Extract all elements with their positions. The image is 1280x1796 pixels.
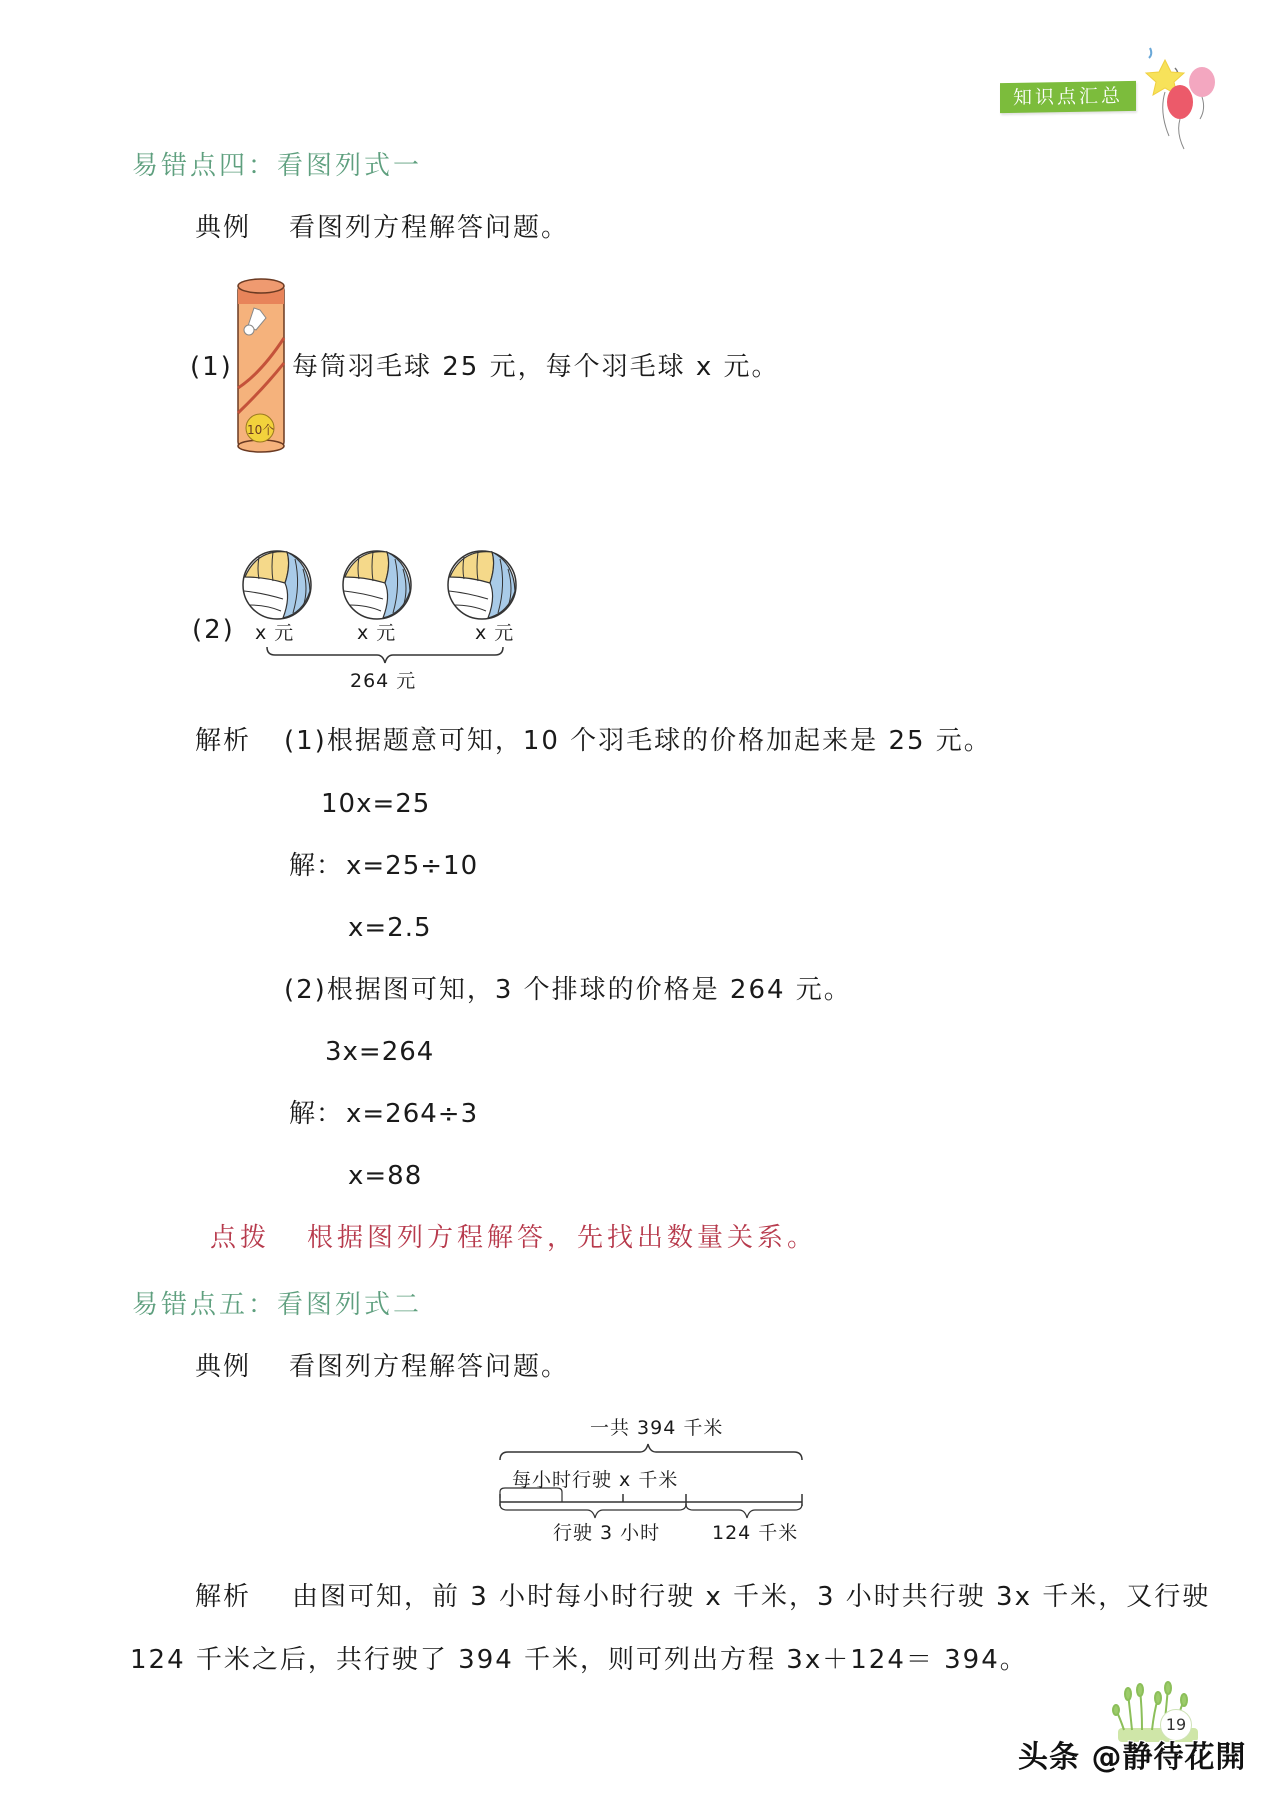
ball-price-label: x 元 xyxy=(475,622,515,644)
equation: x=25÷10 xyxy=(346,851,479,881)
problem-text: 每筒羽毛球 25 元，每个羽毛球 x 元。 xyxy=(292,352,780,382)
hours-label: 行驶 3 小时 xyxy=(553,1522,661,1544)
analysis-text: 由图可知，前 3 小时每小时行驶 x 千米，3 小时共行驶 3x 千米，又行驶 xyxy=(292,1582,1211,1612)
remaining-distance-label: 124 千米 xyxy=(712,1522,799,1544)
solve-label: 解： xyxy=(289,1099,344,1129)
equation: x=88 xyxy=(348,1161,423,1191)
analysis-label: 解析 xyxy=(195,1582,252,1612)
problem-number: (2) xyxy=(192,615,235,645)
balloons-icon xyxy=(1140,40,1250,150)
analysis-text: 124 千米之后，共行驶了 394 千米，则可列出方程 3x＋124＝ 394。 xyxy=(130,1645,1028,1675)
tube-badge: 10个 xyxy=(247,423,275,437)
section-heading: 易错点四：看图列式一 xyxy=(132,151,423,181)
equation: x=2.5 xyxy=(348,913,432,943)
example-label: 典例 xyxy=(195,213,252,243)
solve-label: 解： xyxy=(289,851,344,881)
equation: x=264÷3 xyxy=(346,1099,479,1129)
total-brace xyxy=(265,645,505,667)
ball-price-label: x 元 xyxy=(357,622,397,644)
section-tag: 知识点汇总 xyxy=(1000,81,1136,113)
equation: 10x=25 xyxy=(321,789,431,819)
example-prompt: 看图列方程解答问题。 xyxy=(289,1352,570,1382)
analysis-label: 解析 xyxy=(195,726,252,756)
total-distance-label: 一共 394 千米 xyxy=(590,1417,724,1439)
page-number: 19 xyxy=(1160,1709,1192,1741)
problem-number: (1) xyxy=(190,352,233,382)
tip-label: 点拨 xyxy=(210,1223,271,1253)
volleyball-icons xyxy=(240,548,530,623)
tip-text: 根据图列方程解答，先找出数量关系。 xyxy=(307,1223,818,1253)
analysis-text: (1)根据题意可知，10 个羽毛球的价格加起来是 25 元。 xyxy=(284,726,992,756)
equation: 3x=264 xyxy=(325,1037,435,1067)
watermark: 头条 @静待花開 xyxy=(1018,1740,1247,1775)
per-hour-label: 每小时行驶 x 千米 xyxy=(512,1469,679,1491)
section-heading: 易错点五：看图列式二 xyxy=(132,1290,423,1320)
analysis-text: (2)根据图可知，3 个排球的价格是 264 元。 xyxy=(284,975,852,1005)
ball-price-label: x 元 xyxy=(255,622,295,644)
total-price-label: 264 元 xyxy=(350,670,417,692)
example-label: 典例 xyxy=(195,1352,252,1382)
example-prompt: 看图列方程解答问题。 xyxy=(289,213,570,243)
